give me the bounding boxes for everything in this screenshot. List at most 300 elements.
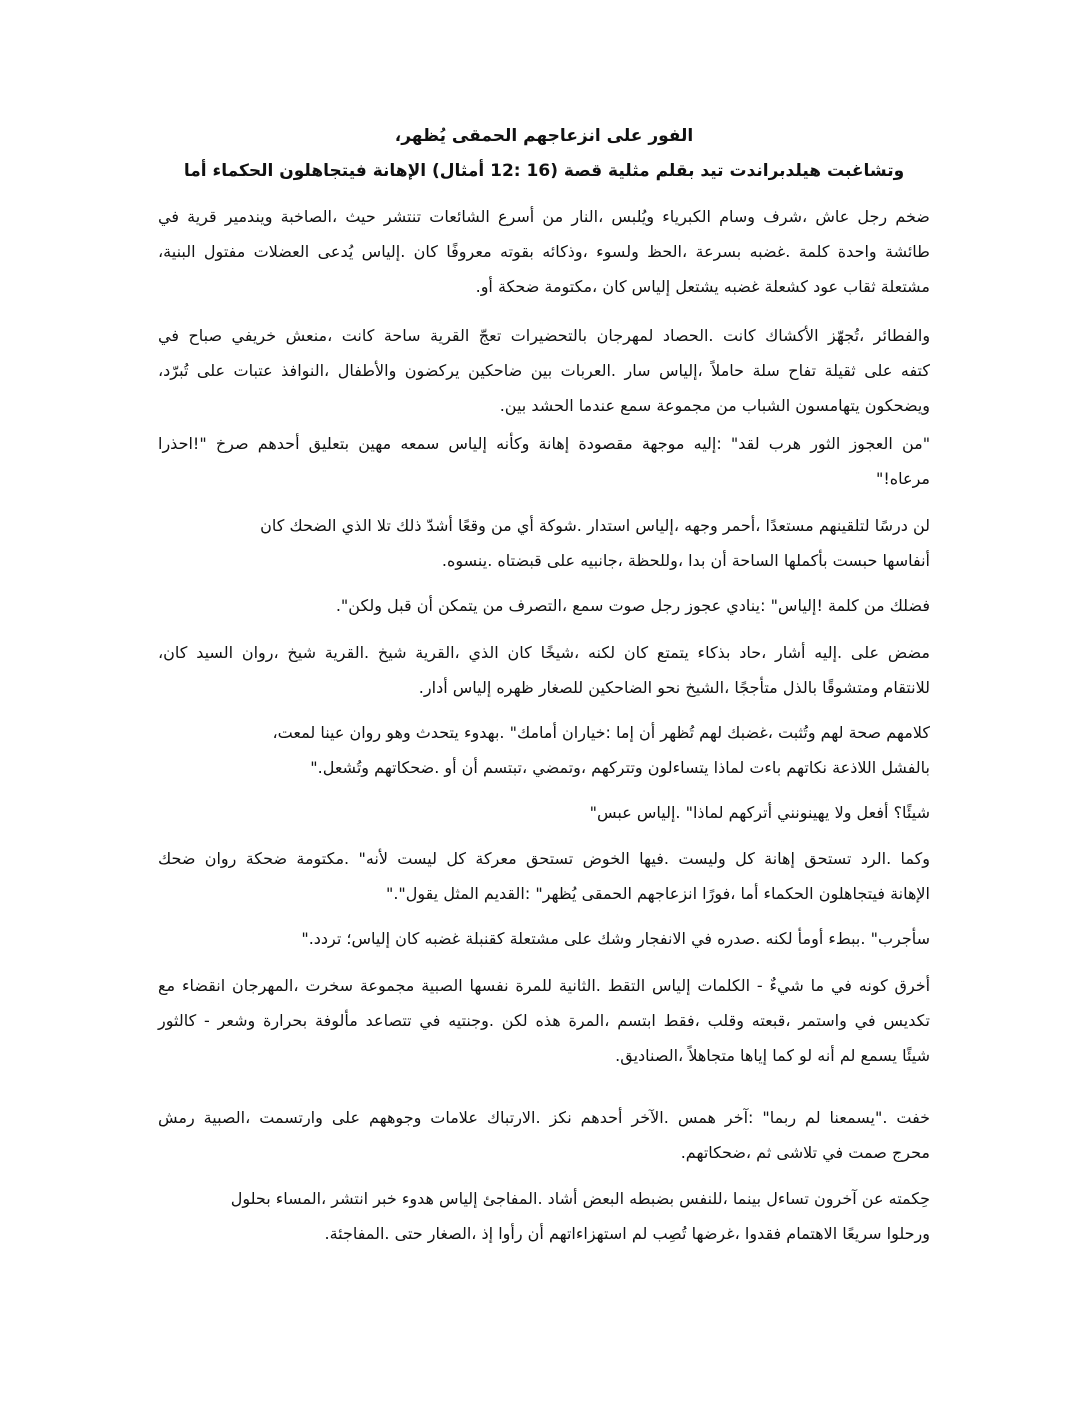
word: سخرت <box>305 976 353 995</box>
text-line <box>158 508 930 543</box>
word: مشتعلة <box>509 929 559 948</box>
word: كقنبلة <box>465 929 505 948</box>
word: على <box>864 361 893 380</box>
paragraph <box>158 426 930 496</box>
word: هذه <box>535 1011 561 1030</box>
word: تتصاعد <box>365 1011 412 1030</box>
word: الكلمات <box>697 976 751 995</box>
word: وسام <box>719 207 755 226</box>
word: (أمثال <box>432 161 485 181</box>
word: في <box>419 1011 441 1030</box>
word: ،يُظهر <box>394 126 446 146</box>
word: أن <box>527 1224 544 1243</box>
word: أتركهم <box>728 803 773 822</box>
word: الصغار، <box>427 1224 477 1243</box>
text-line <box>158 635 930 670</box>
word: الحكماء <box>212 161 274 181</box>
word: للنفس، <box>679 1189 728 1208</box>
word: في <box>854 1011 876 1030</box>
word: ،البنية <box>158 242 196 261</box>
word: وتتركهم <box>591 758 643 777</box>
word: تلاشى <box>776 1143 818 1162</box>
text-line <box>158 426 930 461</box>
word: محرج <box>891 1143 930 1162</box>
word: إليه: <box>693 434 722 453</box>
word: اللاذعة <box>832 758 877 777</box>
word: يركضون <box>404 361 460 380</box>
text-line <box>158 841 930 876</box>
word: روان <box>349 723 382 742</box>
document-title-line-2 <box>0 154 1088 189</box>
word: فقط، <box>663 1011 700 1030</box>
word: لهم <box>699 723 723 742</box>
word: بسرعة <box>695 242 742 261</box>
word: ليست <box>397 849 437 868</box>
word: أحدهم <box>580 1108 623 1127</box>
word: من" <box>901 434 931 453</box>
word: القرية <box>430 326 470 345</box>
word: الآخر. <box>631 1108 669 1127</box>
word: يتحدث <box>415 723 459 742</box>
word: التقط <box>607 976 646 995</box>
word: "لقد <box>730 434 760 453</box>
word: وللحظة، <box>627 551 684 570</box>
word: لكنه <box>765 929 793 948</box>
word: قبضتاه <box>497 551 542 570</box>
word: ولسوء <box>596 242 639 261</box>
word: وكما <box>900 849 930 868</box>
text-line <box>158 234 930 269</box>
word: المرة، <box>568 1011 610 1030</box>
word: "لماذا <box>685 803 724 822</box>
paragraph <box>158 795 930 830</box>
word: نكاتهم <box>786 758 827 777</box>
word: مكتومة. <box>296 849 350 868</box>
word: والفطائر <box>873 326 931 345</box>
word: .المفاجئة. <box>324 1224 390 1243</box>
word: كما <box>772 1046 794 1065</box>
word: "."يقول <box>385 884 439 903</box>
word: بقوته <box>500 242 534 261</box>
word: الحكماء <box>763 884 814 903</box>
word: بذكاء <box>697 643 731 662</box>
word: مألوفة <box>315 1011 358 1030</box>
word: لكنه <box>587 643 616 662</box>
word: ضحكاتهم. <box>374 758 440 777</box>
word: ثقاب <box>843 277 876 296</box>
text-line <box>158 968 930 1003</box>
word: فضلك <box>889 596 930 615</box>
word: أن <box>639 723 656 742</box>
word: إلياس، <box>658 361 703 380</box>
word: وليست <box>678 849 726 868</box>
word: الحمقى <box>581 884 632 903</box>
word: بحلول <box>230 1189 271 1208</box>
word: للصغار <box>538 678 584 697</box>
word: حاد، <box>739 643 767 662</box>
word: للانتقام <box>883 678 930 697</box>
word: شيخ <box>287 643 316 662</box>
word: قصة <box>563 161 603 181</box>
word: يتهامسون <box>795 396 860 415</box>
word: .أدار <box>418 678 448 697</box>
word: ثقيلة <box>824 361 856 380</box>
word: السيد <box>196 643 234 662</box>
word: فورًا، <box>702 884 736 903</box>
word: يشتعل <box>675 277 719 296</box>
word: وجنتيه. <box>448 1011 494 1030</box>
paragraph <box>158 588 930 623</box>
word: ".وتُشعل <box>310 758 369 777</box>
word: المهرجان، <box>232 976 299 995</box>
word: وتُثبت <box>778 723 816 742</box>
word: أن <box>416 596 433 615</box>
word: سلة <box>752 361 780 380</box>
word: القديم: <box>483 884 531 903</box>
word: وهو <box>386 723 411 742</box>
word: الخوض <box>582 849 630 868</box>
text-line <box>158 1135 930 1170</box>
text-line <box>158 461 930 496</box>
word: كل <box>446 849 467 868</box>
word: قرية <box>187 207 217 226</box>
word: هدوء <box>401 1189 434 1208</box>
word: علامات <box>430 1108 478 1127</box>
word: بقلم <box>655 161 695 181</box>
word: أسرع <box>498 207 535 226</box>
word: وارتسمت <box>259 1108 323 1127</box>
paragraph <box>158 199 930 304</box>
word: سمع <box>572 596 604 615</box>
word: من <box>542 207 564 226</box>
word: صدره. <box>717 929 761 948</box>
word: ينادي: <box>726 596 766 615</box>
word: جانبيه، <box>580 551 623 570</box>
word: بينما <box>732 1189 762 1208</box>
word: من <box>491 516 512 535</box>
word: الصاخبة، <box>280 207 338 226</box>
word: وكأنه <box>496 434 530 453</box>
title-text <box>0 154 1088 189</box>
word: أشار <box>775 643 806 662</box>
word: الفور <box>648 126 694 146</box>
word: وشك <box>597 929 632 948</box>
word: ساحة <box>383 326 421 345</box>
word: شيخًا، <box>540 643 580 662</box>
word: ويضحكون <box>864 396 930 415</box>
word: بين <box>530 361 553 380</box>
word: .بين <box>499 396 527 415</box>
word: بالتحضيرات <box>510 326 588 345</box>
word: الإهانة <box>890 884 930 903</box>
word: من <box>863 596 885 615</box>
word: حتى <box>394 1224 423 1243</box>
word: صمت <box>848 1143 887 1162</box>
word: كانت <box>722 326 756 345</box>
word: تيد <box>700 161 724 181</box>
word: في <box>830 976 852 995</box>
word: أومأ <box>797 929 824 948</box>
word: تساءل <box>766 1189 809 1208</box>
word: ضحكة <box>497 277 540 296</box>
word: وقلب <box>707 1011 744 1030</box>
word: خياران: <box>562 723 611 742</box>
word: النوافذ، <box>281 361 330 380</box>
word: الذي <box>468 643 499 662</box>
word: على <box>331 1108 360 1127</box>
word: في <box>822 1143 844 1162</box>
word: لماذا <box>713 758 745 777</box>
word: يُدعى <box>317 242 354 261</box>
word: لتلقينهم <box>818 516 870 535</box>
word: مثلية <box>608 161 650 181</box>
word: أشاد <box>547 1189 578 1208</box>
text-line <box>158 1038 930 1073</box>
word: همس <box>677 1108 716 1127</box>
word: تعجّ <box>478 326 502 345</box>
word: إلياس؛ <box>346 929 391 948</box>
word: كتفه <box>900 361 930 380</box>
word: عتبات <box>233 361 273 380</box>
word: حِكمته <box>888 1189 930 1208</box>
word: ورحلوا <box>886 1224 930 1243</box>
word: باءت <box>749 758 782 777</box>
word: غضبك، <box>727 723 773 742</box>
word: نحو <box>657 678 681 697</box>
text-line <box>158 199 930 234</box>
word: تنتشر <box>383 207 422 226</box>
word: يتمتع <box>656 643 689 662</box>
word: الحمقى <box>451 126 518 146</box>
word: الثور <box>810 434 841 453</box>
word: ويُلبس <box>611 207 655 226</box>
word: شيئًا؟ <box>893 803 930 822</box>
text-line <box>158 1216 930 1251</box>
word: سريعًا <box>842 1224 882 1243</box>
word: منعش، <box>285 326 333 345</box>
word: المساء، <box>275 1189 327 1208</box>
word: المثل <box>443 884 479 903</box>
word: كشعلة <box>764 277 809 296</box>
word: شوكة. <box>538 516 582 535</box>
word: صحة <box>848 723 882 742</box>
word: التصرف، <box>508 596 568 615</box>
text-line <box>158 1003 930 1038</box>
word: ظهره <box>496 678 534 697</box>
word: مشتعلة <box>880 277 930 296</box>
word: الانفجار <box>636 929 686 948</box>
word: شيخ <box>377 643 407 662</box>
word: أن <box>461 758 478 777</box>
word: ".تردد <box>301 929 342 948</box>
word: مقصودة <box>578 434 633 453</box>
word: إلياس، <box>635 516 680 535</box>
word: أنه <box>817 1046 835 1065</box>
word: "عبس <box>589 803 632 822</box>
word: مجموعة <box>656 396 711 415</box>
word: ثم <box>756 1143 772 1162</box>
word: معروفًا <box>446 242 492 261</box>
word: "!مرعاه <box>876 469 930 488</box>
word: بضبطه <box>629 1189 675 1208</box>
text-line <box>158 1181 930 1216</box>
word: "سأجرب <box>870 929 930 948</box>
word: إما <box>616 723 634 742</box>
word: إذ <box>481 1224 494 1243</box>
word: عينا <box>320 723 345 742</box>
word: الصبية <box>421 976 463 995</box>
word: عود <box>813 277 839 296</box>
word: أو <box>444 758 457 777</box>
word: من <box>715 396 737 415</box>
word: صوت <box>608 596 646 615</box>
word: خفت <box>896 1108 931 1127</box>
word: ضحكة <box>245 849 288 868</box>
word: غضبه <box>424 929 461 948</box>
word: وجهه <box>684 516 718 535</box>
title-text <box>0 119 1088 154</box>
text-line <box>158 318 930 353</box>
paragraph <box>158 1181 930 1251</box>
word: لن <box>912 516 930 535</box>
word: ،كان <box>158 643 188 662</box>
word: تكديس <box>883 1011 930 1030</box>
word: فيها. <box>639 849 669 868</box>
word: مكتومة، <box>544 277 598 296</box>
word: ببطء. <box>828 929 866 948</box>
word: انزعاجهم <box>523 126 601 146</box>
word: أحدهم <box>257 434 300 453</box>
word: يسمعنا". <box>829 1108 888 1127</box>
word: تستحق <box>526 849 574 868</box>
word: تفاح <box>788 361 817 380</box>
word: الضحك <box>289 516 337 535</box>
word: درسًا <box>874 516 908 535</box>
word: ذلك <box>396 516 422 535</box>
word: ضاحكين <box>468 361 523 380</box>
word: مجموعة <box>359 976 415 995</box>
word: عندما <box>578 396 615 415</box>
word: بأكملها <box>783 551 828 570</box>
word: في <box>158 326 179 345</box>
word: في <box>691 929 713 948</box>
word: استهزاءاتهم <box>548 1224 627 1243</box>
text-line <box>158 388 930 423</box>
word: .الصناديق، <box>615 1046 684 1065</box>
word: وتمضي، <box>532 758 587 777</box>
paragraph <box>158 508 930 578</box>
word: الشيخ، <box>685 678 730 697</box>
text-line <box>158 715 930 750</box>
text-line <box>158 269 930 304</box>
word: إهانة <box>538 434 570 453</box>
text-line <box>158 750 930 785</box>
word: كان <box>623 643 649 662</box>
word: سمعه <box>400 434 440 453</box>
word: الثانية. <box>558 976 601 995</box>
word: لو <box>799 1046 813 1065</box>
paragraph <box>158 635 930 705</box>
word: إلياس. <box>636 803 681 822</box>
word: الشباب <box>741 396 791 415</box>
word: تلا <box>376 516 391 535</box>
word: إلياس <box>439 1189 478 1208</box>
word: فقدوا <box>744 1224 782 1243</box>
word: 16) <box>526 161 558 181</box>
word: انتشر <box>331 1189 369 1208</box>
word: عن <box>861 1189 884 1208</box>
word: معركة <box>475 849 517 868</box>
text-line <box>158 588 930 623</box>
word: لم <box>805 1108 821 1127</box>
word: "إلياس! <box>770 596 823 615</box>
word: لهم <box>820 723 844 742</box>
word: "يُظهر <box>535 884 577 903</box>
word: الضاحكين <box>588 678 653 697</box>
word: مفتول <box>203 242 246 261</box>
word: إهانة <box>764 849 795 868</box>
word: إليه. <box>814 643 843 662</box>
word: فيتجاهلون <box>279 161 367 181</box>
word: بحرارة <box>263 1011 308 1030</box>
word: لم <box>631 1224 648 1243</box>
word: ضخم <box>895 207 930 226</box>
word: نكز <box>549 1108 572 1127</box>
word: أشدّ <box>426 516 453 535</box>
word: حيث <box>345 207 376 226</box>
word: وذكائه، <box>542 242 588 261</box>
word: كل <box>735 849 755 868</box>
word: كان <box>395 929 420 948</box>
document-title-line-1 <box>0 119 1088 154</box>
word: روان، <box>241 643 279 662</box>
word: صباح <box>188 326 223 345</box>
word: عاش <box>815 207 850 226</box>
word: قبعته، <box>751 1011 791 1030</box>
word: كانت <box>341 326 375 345</box>
word: كان <box>413 242 438 261</box>
word: العجوز <box>849 434 893 453</box>
word: سار <box>624 361 651 380</box>
word: أفعل <box>856 803 889 822</box>
word: الصبية، <box>203 1108 251 1127</box>
word: المفاجئ. <box>482 1189 543 1208</box>
word: رجل <box>857 207 888 226</box>
word: رمش <box>158 1108 195 1127</box>
word: وقعًا <box>457 516 486 535</box>
word: من <box>482 596 504 615</box>
word: ابتسم <box>617 1011 656 1030</box>
word: الرد. <box>860 849 892 868</box>
word: غضبه. <box>749 242 791 261</box>
word: على <box>563 929 593 948</box>
word: ويندمير <box>224 207 273 226</box>
word: نفسها <box>469 976 509 995</box>
word: هيلدبراندت <box>729 161 822 181</box>
word: كونه <box>858 976 888 995</box>
word: مهين <box>358 434 392 453</box>
word: العربات. <box>560 361 617 380</box>
text-line <box>158 1100 930 1135</box>
word: أما <box>740 884 759 903</box>
word: والأطفال <box>337 361 397 380</box>
paragraph <box>158 1100 930 1170</box>
word: .ضحكاتهم، <box>680 1143 752 1162</box>
word: حاملاً <box>711 361 745 380</box>
word: تُجهّز، <box>828 326 865 345</box>
word: سمع <box>620 396 652 415</box>
word: استدار <box>586 516 631 535</box>
